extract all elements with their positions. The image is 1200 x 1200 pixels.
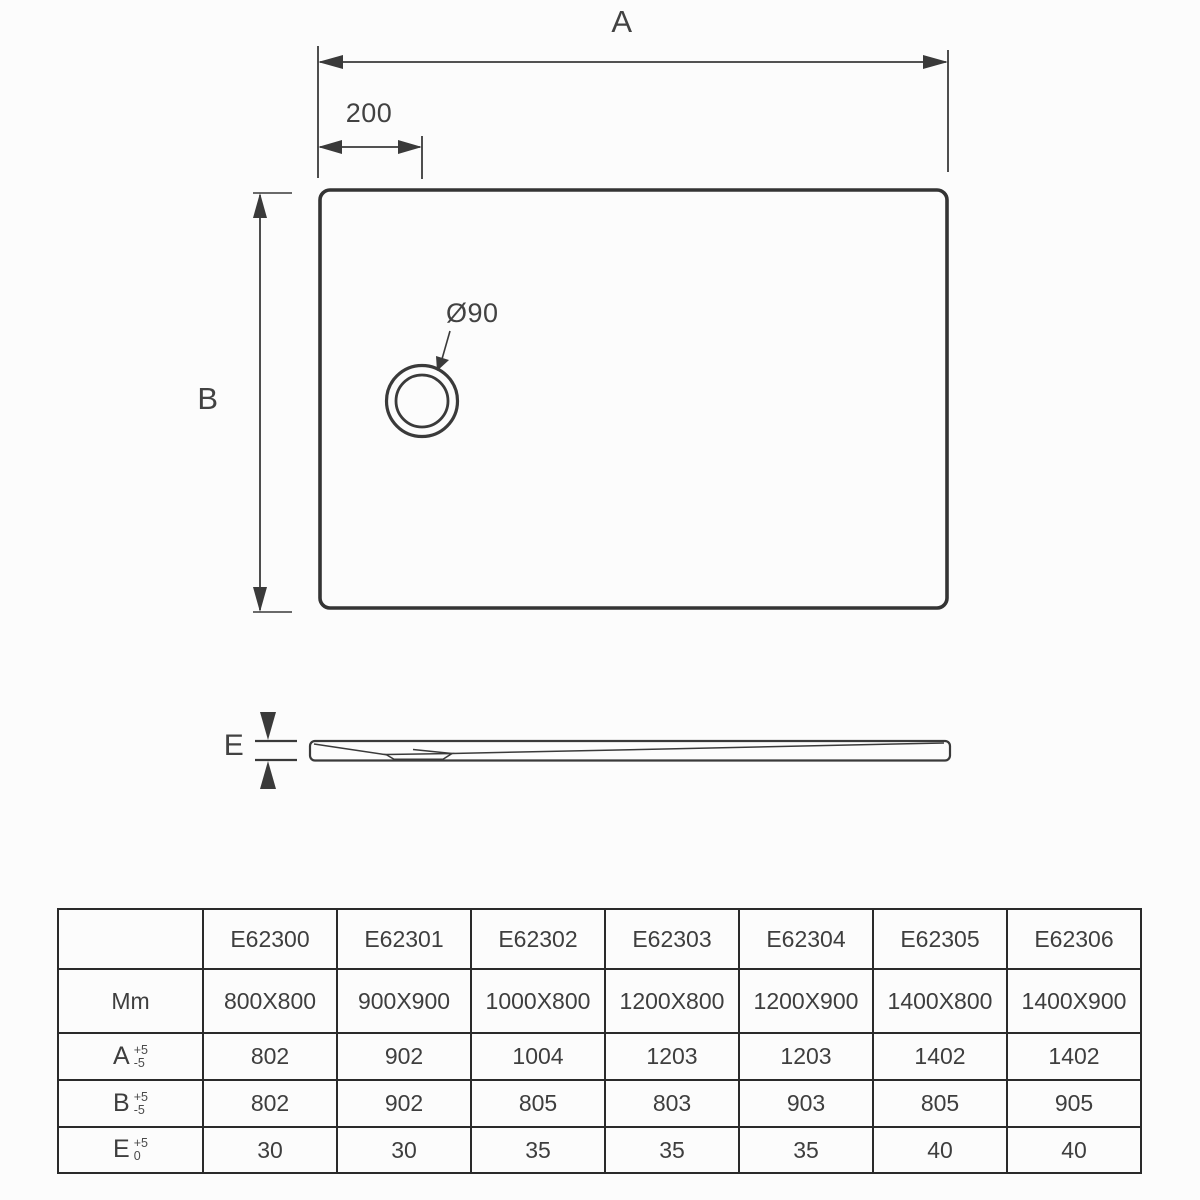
- empty-corner-cell: [58, 909, 203, 969]
- value-cell: 35: [739, 1127, 873, 1173]
- size-cell: 1200X900: [739, 969, 873, 1033]
- dimension-b-row: [58, 1080, 1141, 1127]
- value-cell: 1004: [471, 1033, 605, 1080]
- arrowhead-up-icon: [253, 193, 267, 218]
- size-cell: 900X900: [337, 969, 471, 1033]
- arrowhead-right-icon: [923, 55, 948, 69]
- model-header-cell: E62303: [605, 909, 739, 969]
- tolerance: [134, 1044, 148, 1070]
- dim-label-a: A: [611, 4, 633, 39]
- arrowhead-up-icon: [260, 761, 276, 789]
- model-header-cell: E62301: [337, 909, 471, 969]
- tolerance-upper: +5: [133, 1042, 148, 1057]
- dim-label-b: B: [197, 381, 219, 416]
- value-cell: 902: [337, 1033, 471, 1080]
- size-cell: 800X800: [203, 969, 337, 1033]
- tray-top-view: [253, 46, 948, 612]
- unit-label-cell: Mm: [58, 969, 203, 1033]
- value-cell: 30: [337, 1127, 471, 1173]
- spec-table: [57, 908, 1142, 1174]
- arrowhead-right-icon: [398, 140, 422, 154]
- dim-label-200: 200: [345, 98, 393, 128]
- dimension-a-row: [58, 1033, 1141, 1080]
- tolerance-upper: +5: [133, 1089, 148, 1104]
- dimension-e: [255, 712, 297, 789]
- model-header-cell: E62302: [471, 909, 605, 969]
- row-label-letter: E: [113, 1135, 130, 1164]
- tolerance-lower: -5: [133, 1055, 145, 1070]
- arrowhead-down-icon: [253, 587, 267, 612]
- model-header-cell: E62300: [203, 909, 337, 969]
- tray-outline: [320, 190, 947, 608]
- arrowhead-left-icon: [318, 55, 343, 69]
- profile-outline: [310, 741, 950, 761]
- value-cell: 902: [337, 1080, 471, 1127]
- value-cell: 40: [1007, 1127, 1141, 1173]
- model-header-cell: E62306: [1007, 909, 1141, 969]
- value-cell: 30: [203, 1127, 337, 1173]
- row-label-letter: A: [113, 1041, 130, 1070]
- row-label-letter: B: [113, 1088, 130, 1117]
- value-cell: 802: [203, 1033, 337, 1080]
- dimension-e-row: [58, 1127, 1141, 1173]
- value-cell: 1402: [873, 1033, 1007, 1080]
- size-cell: 1200X800: [605, 969, 739, 1033]
- value-cell: 35: [471, 1127, 605, 1173]
- row-label-cell-e: [58, 1127, 203, 1173]
- tolerance: [134, 1137, 148, 1163]
- tolerance-lower: -5: [133, 1102, 145, 1117]
- row-label-cell-a: [58, 1033, 203, 1080]
- model-header-cell: E62305: [873, 909, 1007, 969]
- dimension-a: [318, 46, 948, 178]
- tolerance-lower: 0: [133, 1149, 141, 1164]
- value-cell: 903: [739, 1080, 873, 1127]
- drain-diameter-label: Ø90: [446, 298, 499, 328]
- tolerance-upper: +5: [133, 1136, 148, 1151]
- arrowhead-down-icon: [260, 712, 276, 740]
- model-header-cell: E62304: [739, 909, 873, 969]
- dimension-b: [253, 193, 292, 612]
- value-cell: 40: [873, 1127, 1007, 1173]
- value-cell: 1203: [739, 1033, 873, 1080]
- size-cell: 1000X800: [471, 969, 605, 1033]
- value-cell: 803: [605, 1080, 739, 1127]
- model-row: [58, 909, 1141, 969]
- tray-side-view: [255, 712, 950, 789]
- value-cell: 1402: [1007, 1033, 1141, 1080]
- size-cell: 1400X800: [873, 969, 1007, 1033]
- size-cell: 1400X900: [1007, 969, 1141, 1033]
- value-cell: 1203: [605, 1033, 739, 1080]
- value-cell: 805: [873, 1080, 1007, 1127]
- tolerance: [134, 1091, 148, 1117]
- value-cell: 905: [1007, 1080, 1141, 1127]
- value-cell: 805: [471, 1080, 605, 1127]
- dimension-200: [318, 136, 422, 179]
- dim-label-e: E: [223, 729, 245, 762]
- value-cell: 802: [203, 1080, 337, 1127]
- arrowhead-left-icon: [318, 140, 342, 154]
- spec-table-container: [57, 908, 1142, 1174]
- size-row: [58, 969, 1141, 1033]
- value-cell: 35: [605, 1127, 739, 1173]
- row-label-cell-b: [58, 1080, 203, 1127]
